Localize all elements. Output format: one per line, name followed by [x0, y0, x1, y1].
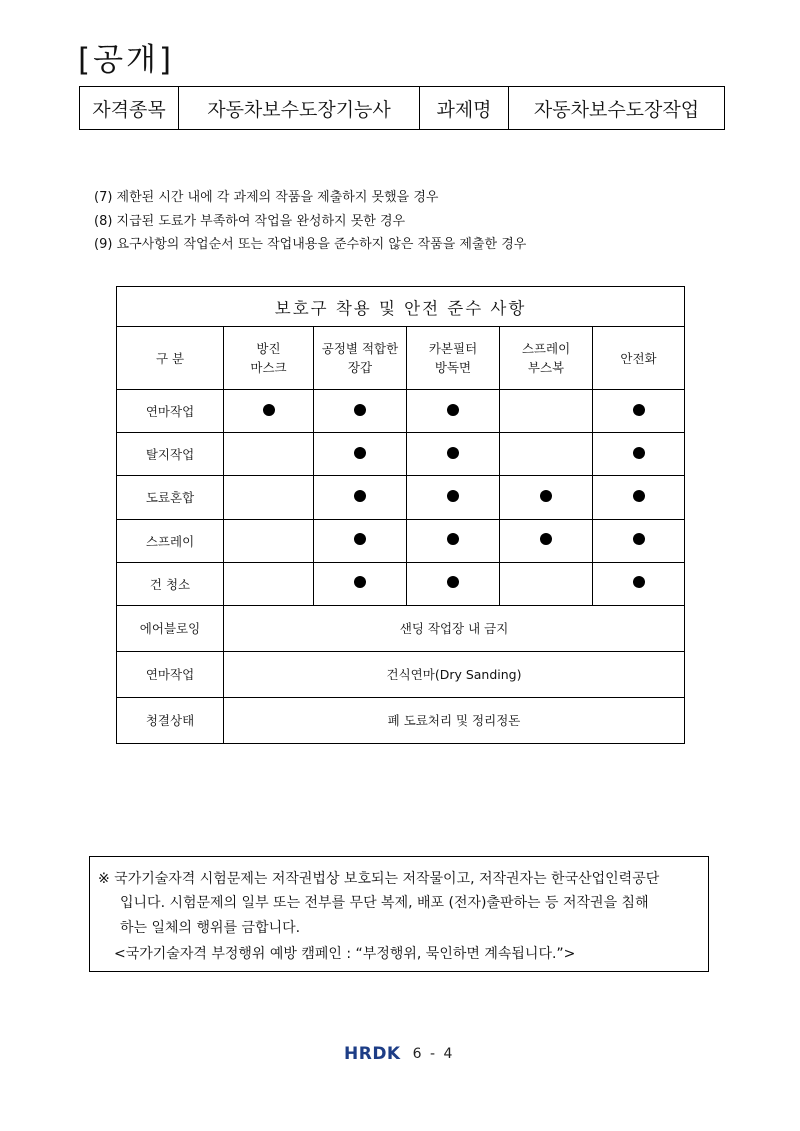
page-footer: [344, 1044, 454, 1064]
note-item: (9) 요구사항의 작업순서 또는 작업내용을 준수하지 않은 작품을 제출한 경우: [94, 237, 527, 252]
mark-cell: [500, 390, 593, 433]
mark-cell: [500, 519, 593, 562]
row-label: 연마작업: [117, 651, 224, 697]
mark-cell: [500, 476, 593, 519]
row-label: 청결상태: [117, 697, 224, 743]
notice-line: 하는 일체의 행위를 금합니다.: [120, 920, 301, 936]
required-dot-icon: [447, 404, 459, 416]
mark-cell: [314, 390, 407, 433]
required-dot-icon: [447, 576, 459, 588]
column-header: 안전화: [593, 327, 685, 390]
required-dot-icon: [354, 447, 366, 459]
table-row: [117, 697, 685, 743]
required-dot-icon: [263, 404, 275, 416]
row-label: 건 청소: [117, 562, 224, 605]
task-value: 자동차보수도장작업: [509, 87, 725, 130]
note-item: (8) 지급된 도료가 부족하여 작업을 완성하지 못한 경우: [94, 213, 406, 229]
task-label: 과제명: [420, 87, 509, 130]
campaign-line: <국가기술자격 부정행위 예방 캠페인 : “부정행위, 묵인하면 계속됩니다.”>: [114, 946, 576, 962]
mark-cell: [593, 519, 685, 562]
mark-cell: [314, 433, 407, 476]
table-row: [117, 562, 685, 605]
table-row: [117, 433, 685, 476]
required-dot-icon: [633, 404, 645, 416]
mark-cell: [593, 476, 685, 519]
column-header: 스프레이 부스복: [500, 327, 593, 390]
mark-cell: [224, 390, 314, 433]
table-row: [117, 476, 685, 519]
required-dot-icon: [354, 533, 366, 545]
table-row: [117, 605, 685, 651]
row-label: 스프레이: [117, 519, 224, 562]
column-header: 방진 마스크: [224, 327, 314, 390]
mark-cell: [593, 390, 685, 433]
notice-line: 입니다. 시험문제의 일부 또는 전부를 무단 복제, 배포 (전자)출판하는 등 저작권을 침해: [120, 895, 649, 911]
required-dot-icon: [447, 490, 459, 502]
mark-cell: [314, 562, 407, 605]
row-label: 연마작업: [117, 390, 224, 433]
page-number: 6 - 4: [412, 1046, 455, 1062]
mark-cell: [593, 433, 685, 476]
required-dot-icon: [633, 447, 645, 459]
column-header: 카본필터 방독면: [407, 327, 500, 390]
disqualification-notes: [94, 186, 526, 257]
mark-cell: [407, 519, 500, 562]
mark-cell: [407, 562, 500, 605]
required-dot-icon: [354, 404, 366, 416]
mark-cell: [314, 519, 407, 562]
required-dot-icon: [540, 533, 552, 545]
required-dot-icon: [354, 576, 366, 588]
mark-cell: [407, 433, 500, 476]
copyright-notice: [89, 856, 709, 972]
mark-cell: [500, 433, 593, 476]
required-dot-icon: [540, 490, 552, 502]
required-dot-icon: [447, 447, 459, 459]
table-row: [117, 519, 685, 562]
disclosure-stamp: [공개]: [78, 42, 175, 78]
required-dot-icon: [633, 490, 645, 502]
required-dot-icon: [447, 533, 459, 545]
mark-cell: [224, 476, 314, 519]
mark-cell: [407, 390, 500, 433]
mark-cell: [593, 562, 685, 605]
hrdk-logo: HRDK: [344, 1044, 401, 1064]
mark-cell: [407, 476, 500, 519]
corner-header: 구 분: [117, 327, 224, 390]
safety-table: [116, 286, 685, 744]
mark-cell: [224, 562, 314, 605]
required-dot-icon: [354, 490, 366, 502]
safety-table-title: 보호구 착용 및 안전 준수 사항: [117, 287, 685, 327]
rule-text: 샌딩 작업장 내 금지: [224, 605, 685, 651]
required-dot-icon: [633, 533, 645, 545]
required-dot-icon: [633, 576, 645, 588]
table-row: [117, 390, 685, 433]
rule-text: 폐 도료처리 및 정리정돈: [224, 697, 685, 743]
mark-cell: [314, 476, 407, 519]
column-header: 공정별 적합한 장갑: [314, 327, 407, 390]
row-label: 탈지작업: [117, 433, 224, 476]
mark-cell: [224, 433, 314, 476]
notice-line: ※ 국가기술자격 시험문제는 저작권법상 보호되는 저작물이고, 저작권자는 한국산업인력공단: [98, 871, 660, 887]
qualification-label: 자격종목: [80, 87, 179, 130]
rule-text: 건식연마(Dry Sanding): [224, 651, 685, 697]
qualification-value: 자동차보수도장기능사: [179, 87, 420, 130]
mark-cell: [500, 562, 593, 605]
header-table: [79, 86, 725, 130]
mark-cell: [224, 519, 314, 562]
note-item: (7) 제한된 시간 내에 각 과제의 작품을 제출하지 못했을 경우: [94, 190, 439, 205]
row-label: 도료혼합: [117, 476, 224, 519]
row-label: 에어블로잉: [117, 605, 224, 651]
table-row: [117, 651, 685, 697]
